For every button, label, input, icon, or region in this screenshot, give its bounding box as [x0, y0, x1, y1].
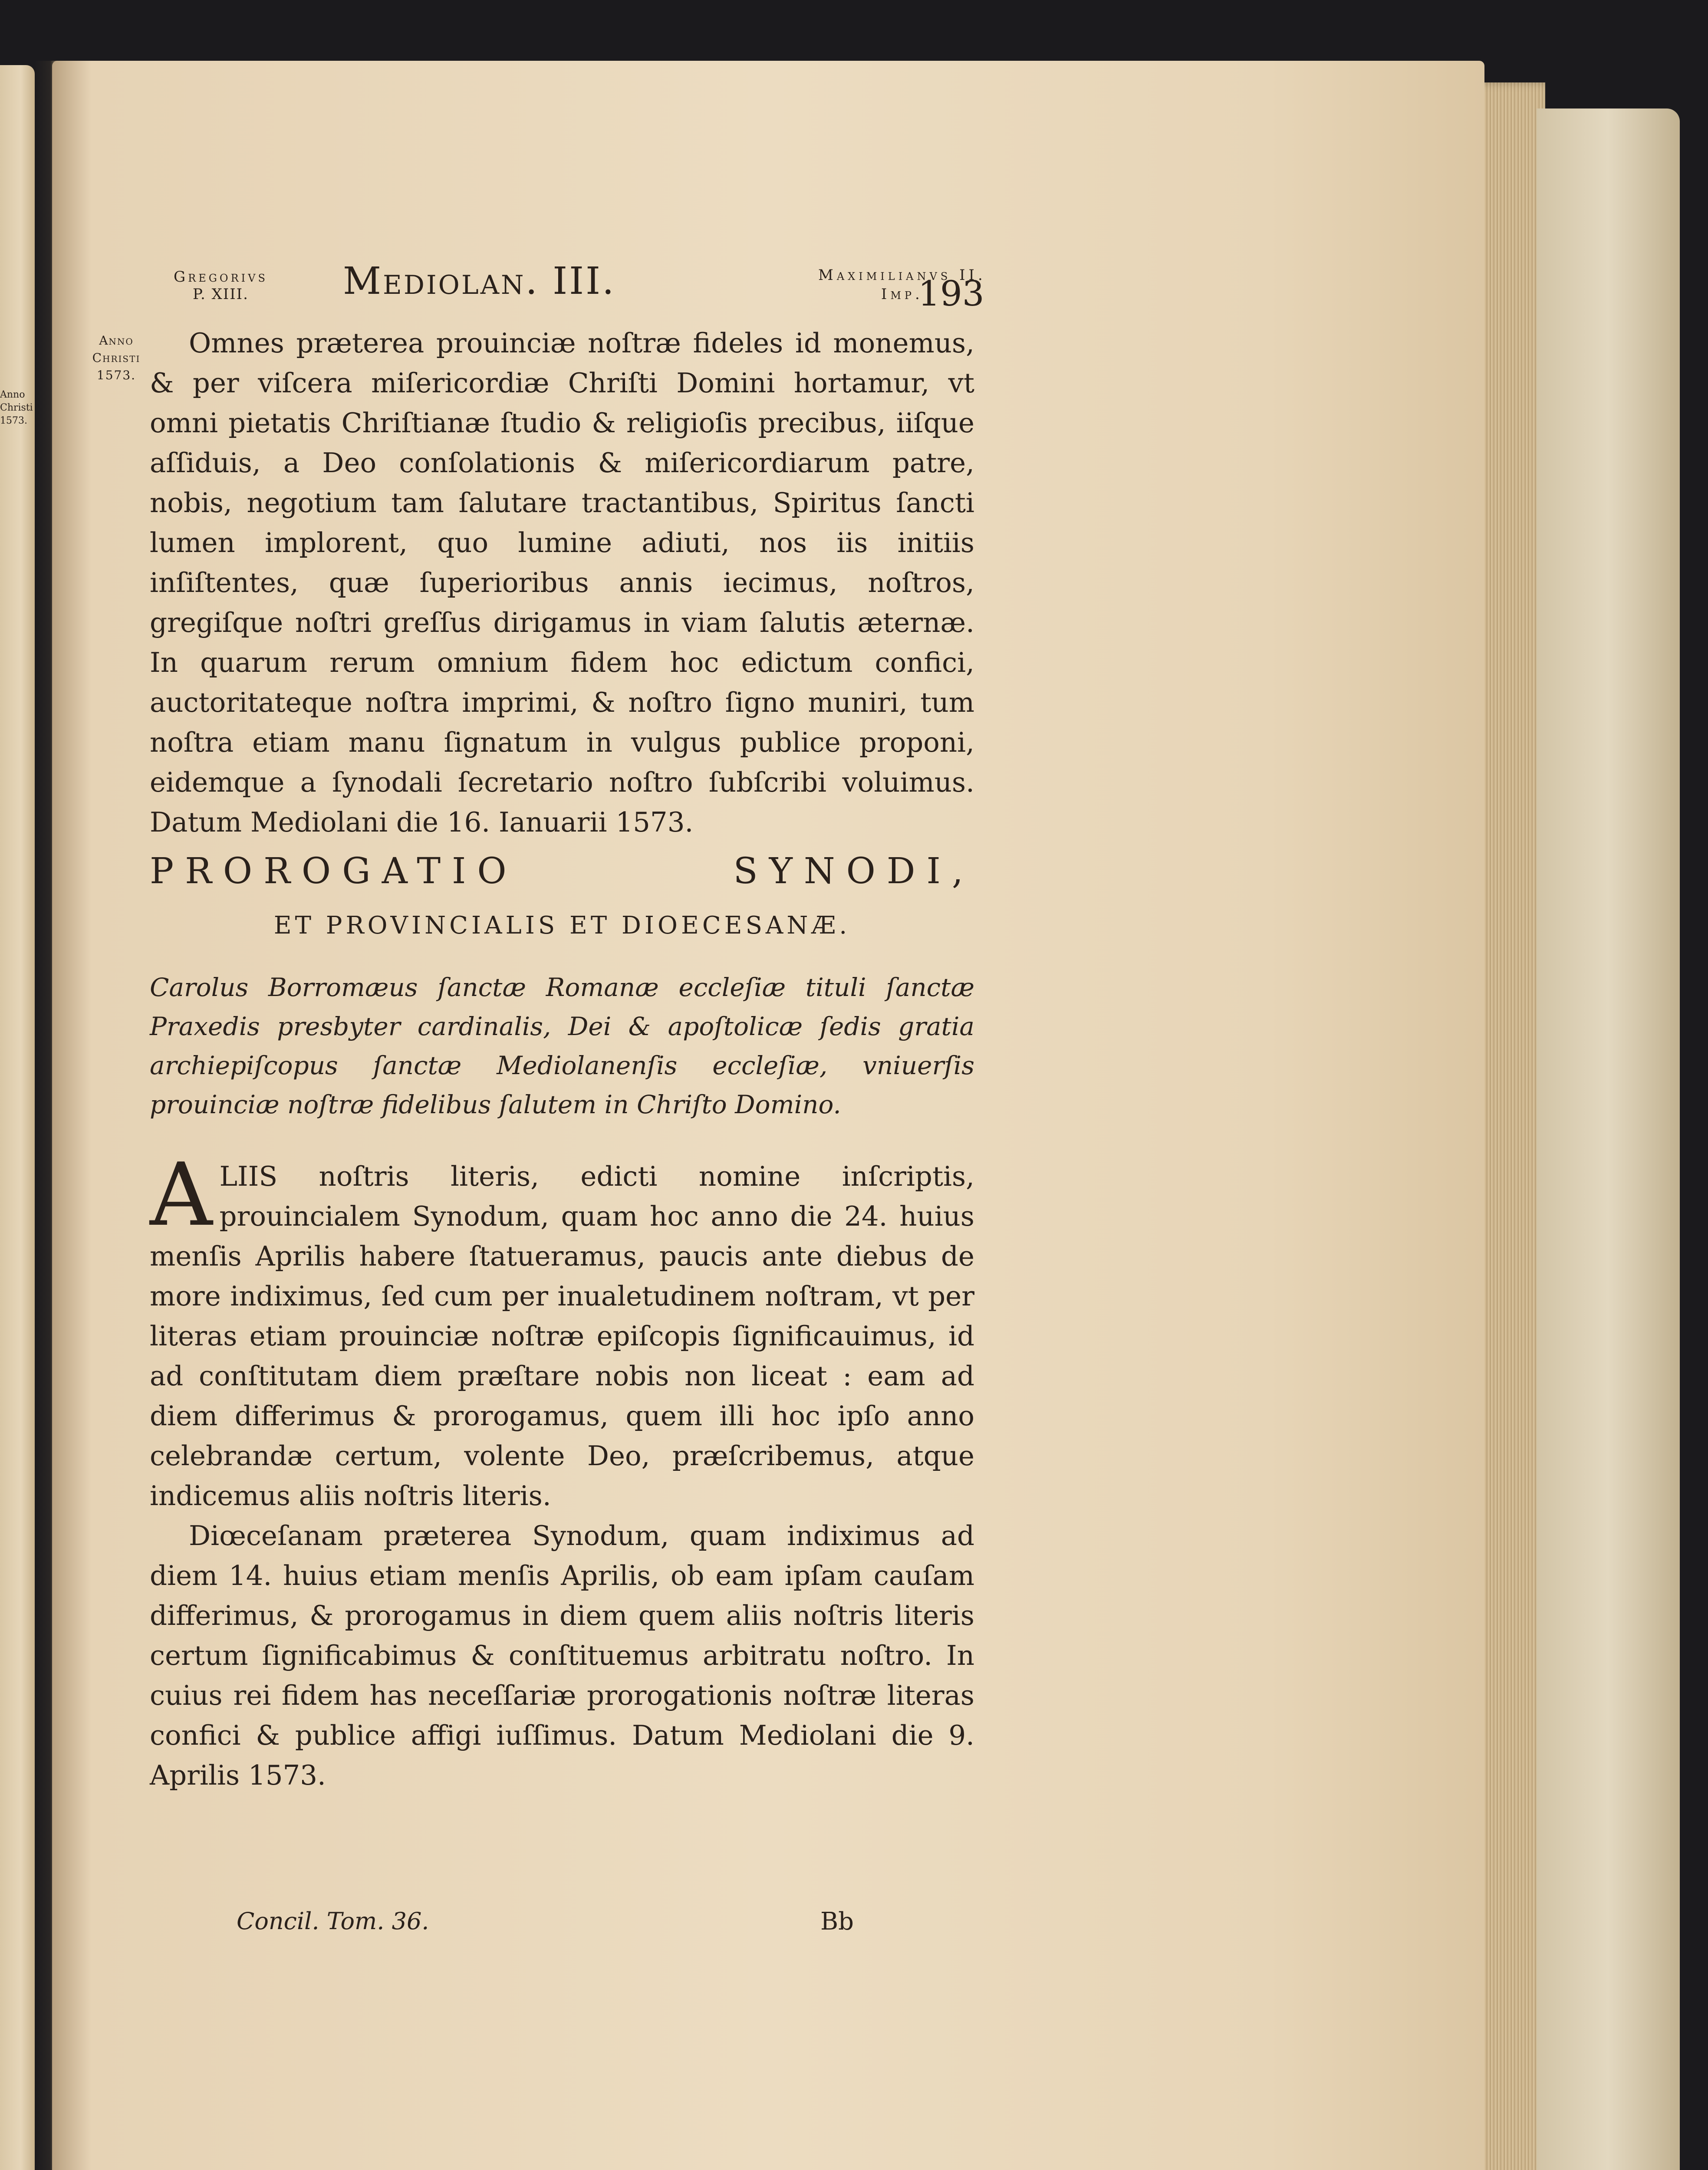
left-margin-note: Anno Christi 1573. [0, 389, 33, 426]
book-cover [1537, 108, 1680, 2170]
left-page-edge [0, 65, 35, 2170]
header-left [174, 268, 268, 303]
margin-note: Anno Christi 1573. [92, 333, 141, 382]
section-title [150, 851, 974, 892]
header-title: Mediolan. III. [343, 260, 616, 303]
paragraph-3: Diœceſanam prӕterea Synodum, quam indiximus ad diem 14. huius etiam menſis Aprilis, ob eam ipſam cauſam differimus, & prorogamus in diem quem aliis noſtris literis certum ſignificabimus & conſtituemus arbitratu noſtro. In cuius rei fidem has neceſſariӕ prorogationis noſtrӕ literas confici & publice affigi iuſſimus. Datum Mediolani die 9. Aprilis 1573. [150, 1520, 974, 1791]
paragraph-2 [150, 1144, 974, 1795]
paragraph-1 [150, 323, 974, 842]
header-right-line1: Maximilianvs II. [818, 266, 986, 284]
salutation: Carolus Borromӕus ſanctӕ Romanӕ eccleſiӕ tituli ſanctӕ Praxedis presbyter cardinalis, Dei & apoſtolicӕ ſedis gratia archiepiſcopus ſanctӕ Mediolanenſis eccleſiӕ, vniuerſis prouinciӕ noſtrӕ fidelibus ſalutem in Chriſto Domino. [150, 973, 974, 1119]
running-head [174, 256, 986, 317]
paragraph-1-text: Omnes prӕterea prouinciӕ noſtrӕ fideles id monemus, & per viſcera miſericordiӕ Chriſti Domini hortamur, vt omni pietatis Chriſtianӕ ſtudio & religioſis precibus, iiſque aſſiduis, a Deo conſolationis & miſericordiarum patre, nobis, negotium tam ſalutare tractantibus, Spiritus ſancti lumen implorent, quo lumine adiuti, nos iis initiis inſiſtentes, quӕ ſuperioribus annis iecimus, noſtros, gregiſque noſtri greſſus dirigamus in viam ſalutis ӕternӕ. In quarum rerum omnium fidem hoc edictum confici, auctoritateque noſtra imprimi, & noſtro ſigno muniri, tum noſtra etiam manu ſignatum in vulgus publice proponi, eidemque a ſynodali ſecretario noſtro ſubſcribi voluimus. Datum Mediolani die 16. Ianuarii 1573. [150, 327, 974, 838]
signature-reference: Concil. Tom. 36. [237, 1907, 429, 1935]
header-left-line2: P. XIII. [193, 286, 249, 303]
section-title-word-2: SYNODI, [733, 851, 974, 892]
header-right-line2: Imp. [881, 286, 923, 303]
section-subtitle: ET PROVINCIALIS ET DIOECESANÆ. [273, 911, 851, 940]
section-title-word-1: PROROGATIO [150, 851, 518, 892]
page-number: 193 [918, 273, 984, 314]
header-left-line1: Gregorivs [174, 268, 268, 286]
drop-cap: A [150, 1144, 213, 1246]
sheet-mark: Bb [820, 1907, 854, 1936]
paragraph-2-text: LIIS noſtris literis, edicti nomine inſcriptis, prouincialem Synodum, quam hoc anno die 24. huius menſis Aprilis habere ſtatueramus, paucis ante diebus de more indiximus, ſed cum per inualetudinem noſtram, vt per literas etiam prouinciӕ noſtrӕ epiſcopis ſignificauimus, id ad conſtitutam diem prӕſtare nobis non liceat : eam ad diem differimus & prorogamus, quem illi hoc ipſo anno celebrandӕ certum, volente Deo, prӕſcribemus, atque indicemus aliis noſtris literis. [150, 1161, 974, 1512]
